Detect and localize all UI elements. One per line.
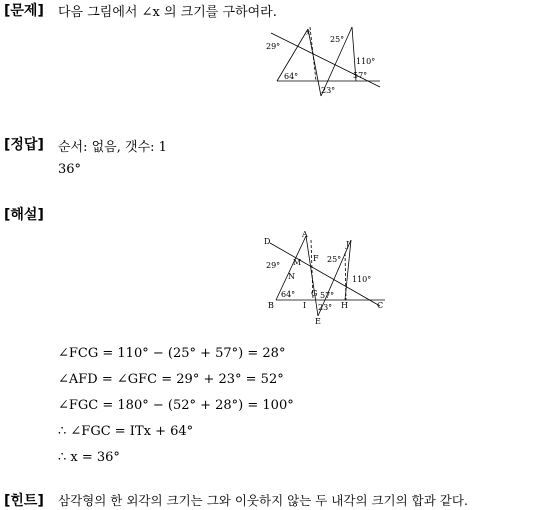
problem-text: 다음 그림에서 ∠x 의 크기를 구하여라. xyxy=(58,5,277,20)
fig-label-25: 25° xyxy=(330,35,345,44)
sol-angle-29: 29° xyxy=(266,261,281,270)
sol-angle-110: 110° xyxy=(352,275,372,284)
fig-dashed xyxy=(310,27,316,81)
problem-tag: [문제] xyxy=(4,3,44,19)
fig-label-57: 57° xyxy=(353,71,368,80)
fig-label-29: 29° xyxy=(266,42,281,51)
sol-point-H: H xyxy=(341,301,348,310)
sol-point-F: F xyxy=(313,254,319,263)
hint-tag: [힌트] xyxy=(4,493,44,509)
sol-point-G: G xyxy=(311,289,318,298)
sol-point-A: A xyxy=(302,230,308,239)
sol-point-M: M xyxy=(293,258,302,267)
sol-point-D: D xyxy=(264,237,271,246)
sol-point-I: I xyxy=(303,301,307,310)
solution-line-4: ∴ ∠FGC = ITx + 64° xyxy=(58,424,194,439)
fig-line-a xyxy=(308,29,321,96)
sol-point-J: J xyxy=(346,240,350,249)
solution-line-3: ∠FGC = 180° − (52° + 28°) = 100° xyxy=(58,398,294,413)
solution-tag: [해설] xyxy=(4,207,44,223)
solution-line-1: ∠FCG = 110° − (25° + 57°) = 28° xyxy=(58,346,286,361)
fig-label-110: 110° xyxy=(356,57,376,66)
hint-text: 삼각형의 한 외각의 크기는 그와 이웃하지 않는 두 내각의 크기의 합과 같다. xyxy=(58,493,468,508)
sol-angle-23: 23° xyxy=(318,303,333,312)
sol-angle-64: 64° xyxy=(281,290,296,299)
solution-line-5: ∴ x = 36° xyxy=(58,450,120,465)
sol-point-C: C xyxy=(377,301,384,310)
solution-line-2: ∠AFD = ∠GFC = 29° + 23° = 52° xyxy=(58,372,284,387)
sol-point-N: N xyxy=(288,272,295,281)
answer-tag: [정답] xyxy=(4,137,44,153)
fig-label-64: 64° xyxy=(284,72,299,81)
fig-label-23: 23° xyxy=(321,86,336,95)
sol-angle-57: 57° xyxy=(320,291,335,300)
sol-angle-25: 25° xyxy=(327,255,342,264)
sol-point-E: E xyxy=(315,317,321,326)
problem-figure xyxy=(263,19,383,99)
answer-meta: 순서: 없음, 갯수: 1 xyxy=(58,140,167,155)
sol-point-B: B xyxy=(268,301,274,310)
fig-label-x: x xyxy=(306,28,311,37)
solution-figure xyxy=(262,228,392,328)
sol-line-JH xyxy=(345,240,351,300)
answer-value: 36° xyxy=(58,162,82,177)
